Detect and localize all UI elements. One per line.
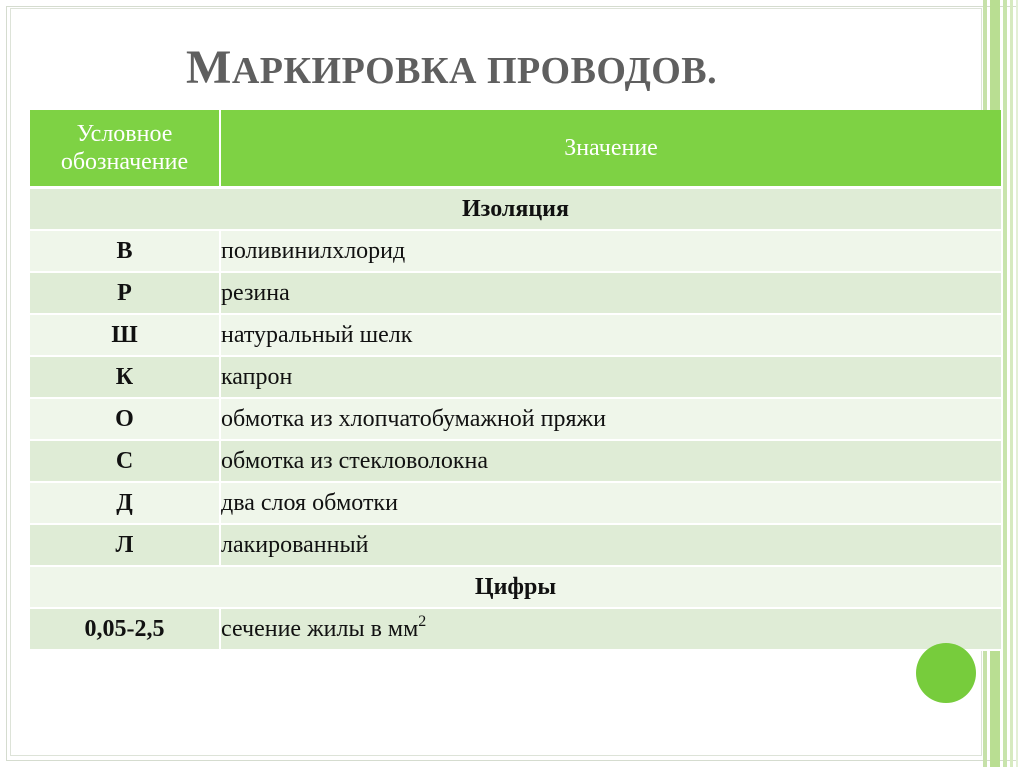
decor-stripe: [1003, 0, 1007, 767]
code-cell: К: [30, 356, 220, 398]
code-cell: Р: [30, 272, 220, 314]
header-meaning-column: Значение: [220, 110, 1002, 188]
table-row: [30, 272, 1002, 314]
section-row-insulation: [30, 188, 1002, 231]
meaning-cell: два слоя обмотки: [220, 482, 1002, 524]
meaning-cell: обмотка из стекловолокна: [220, 440, 1002, 482]
table-row: [30, 314, 1002, 356]
code-cell: В: [30, 230, 220, 272]
wire-marking-table: [30, 110, 1003, 651]
table-row: [30, 608, 1002, 650]
meaning-cell: поливинилхлорид: [220, 230, 1002, 272]
table-row: [30, 230, 1002, 272]
table-row: [30, 398, 1002, 440]
section-label: Изоляция: [30, 188, 1002, 231]
table-row: [30, 356, 1002, 398]
decor-stripe: [1010, 0, 1013, 767]
meaning-cell: капрон: [220, 356, 1002, 398]
code-cell: О: [30, 398, 220, 440]
title-first-letter: М: [186, 41, 232, 94]
section-row-digits: [30, 566, 1002, 608]
table-row: [30, 482, 1002, 524]
meaning-text: сечение жилы в мм: [221, 615, 419, 642]
table-header-row: [30, 110, 1002, 188]
decor-circle: [916, 643, 976, 703]
code-cell: Л: [30, 524, 220, 566]
section-label: Цифры: [30, 566, 1002, 608]
code-cell: 0,05-2,5: [30, 608, 220, 650]
superscript-exponent: 2: [418, 612, 427, 630]
code-cell: Ш: [30, 314, 220, 356]
header-code-column: Условное обозначение: [30, 110, 220, 188]
meaning-cell: лакированный: [220, 524, 1002, 566]
table-row: [30, 440, 1002, 482]
slide-title: [186, 40, 717, 95]
code-cell: Д: [30, 482, 220, 524]
meaning-cell: [220, 608, 1002, 650]
decor-stripe: [1016, 0, 1018, 767]
title-rest: АРКИРОВКА ПРОВОДОВ.: [231, 50, 718, 92]
code-cell: С: [30, 440, 220, 482]
table-row: [30, 524, 1002, 566]
meaning-cell: обмотка из хлопчатобумажной пряжи: [220, 398, 1002, 440]
meaning-cell: резина: [220, 272, 1002, 314]
meaning-cell: натуральный шелк: [220, 314, 1002, 356]
